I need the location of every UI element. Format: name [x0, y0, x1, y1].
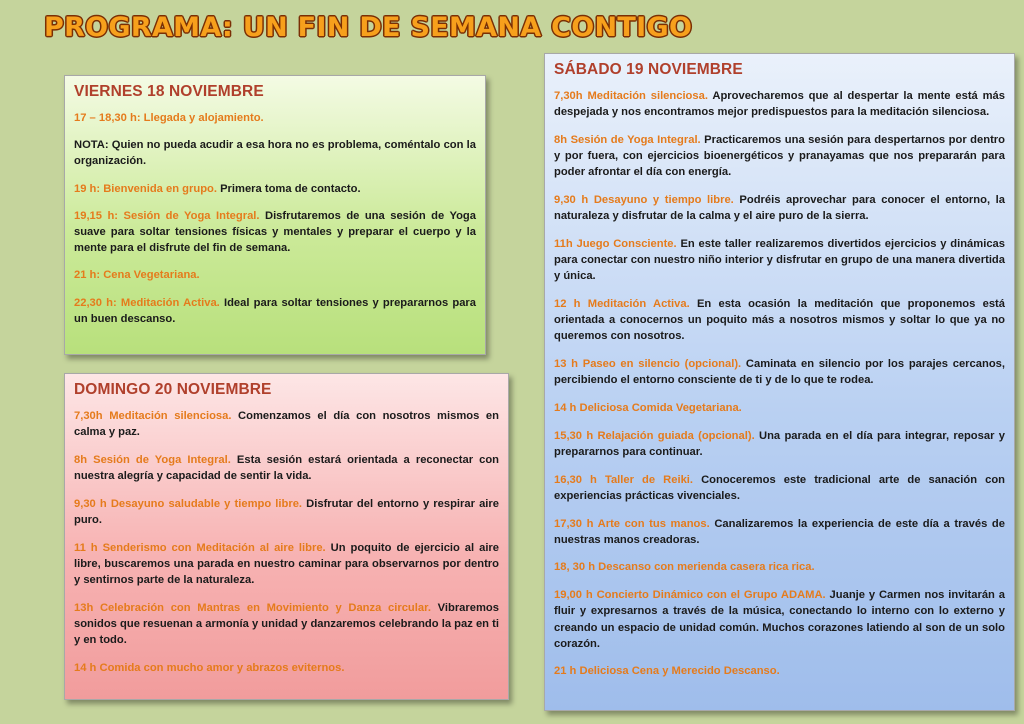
schedule-item: 14 h Comida con mucho amor y abrazos eviternos.: [74, 661, 345, 674]
sunday-heading: DOMINGO 20 NOVIEMBRE: [74, 381, 272, 398]
schedule-item: 15,30 h Relajación guiada (opcional). Una parada en el día para integrar, reposar y prepararnos para continuar.: [554, 429, 1005, 458]
schedule-item: 9,30 h Desayuno saludable y tiempo libre. Disfrutar del entorno y respirar aire puro.: [74, 497, 499, 527]
schedule-item: 12 h Meditación Activa. En esta ocasión la meditación que proponemos está orientada a conocernos un poquito más a nosotros mismos y soltar lo que ya no queremos con nosotros.: [554, 298, 1005, 343]
schedule-item: 13h Celebración con Mantras en Movimiento y Danza circular. Vibraremos sonidos que resuenan a armonía y unidad y danzaremos celebrando la paz en ti y en todo.: [74, 601, 499, 647]
schedule-item: 8h Sesión de Yoga Integral. Esta sesión estará orientada a reconectar con nuestra alegría y capacidad de sentir la vida.: [74, 453, 500, 483]
schedule-item: 22,30 h: Meditación Activa. Ideal para soltar tensiones y prepararnos para un buen descanso.: [74, 296, 476, 325]
schedule-item: 19,00 h Concierto Dinámico con el Grupo ADAMA. Juanje y Carmen nos invitarán a fluir y expresarnos a través de la música, conectando lo interno con lo externo y creando un espacio de unidad común. Muchos corazones latiendo al son de un solo corazón.: [554, 589, 1005, 650]
schedule-item: 8h Sesión de Yoga Integral. Practicaremos una sesión para despertarnos por dentro y por fuera, con ejercicios bioenergéticos y pranayamas que nos prepararán para poder afrontar el día con energía.: [554, 133, 1005, 179]
schedule-item: 13 h Paseo en silencio (opcional). Caminata en silencio por los parajes cercanos, percibiendo el entorno consciente de ti y de lo que te rodea.: [554, 358, 1005, 387]
schedule-item: 19 h: Bienvenida en grupo. Primera toma de contacto.: [74, 182, 361, 195]
schedule-item: 16,30 h Taller de Reiki. Conoceremos este tradicional arte de sanación con experiencias prácticas vivenciales.: [554, 473, 1005, 502]
schedule-item: 17,30 h Arte con tus manos. Canalizaremos la experiencia de este día a través de nuestras manos creadoras.: [554, 517, 1005, 546]
sunday-schedule-box: [64, 373, 509, 700]
page-title: PROGRAMA: UN FIN DE SEMANA CONTIGO: [44, 12, 693, 43]
schedule-item: 18, 30 h Descanso con merienda casera rica rica.: [554, 561, 815, 574]
saturday-schedule-box: [544, 53, 1015, 711]
schedule-item: 19,15 h: Sesión de Yoga Integral. Disfrutaremos de una sesión de Yoga suave para soltar tensiones físicas y mentales y preparar el cuerpo y la mente para el disfrute del fin de semana.: [74, 209, 476, 255]
schedule-note: NOTA: Quien no pueda acudir a esa hora no es problema, coméntalo con la organización.: [74, 139, 476, 168]
schedule-item: 7,30h Meditación silenciosa. Comenzamos el día con nosotros mismos en calma y paz.: [74, 410, 499, 439]
friday-heading: VIERNES 18 NOVIEMBRE: [74, 83, 264, 100]
schedule-item: 9,30 h Desayuno y tiempo libre. Podréis aprovechar para conocer el entorno, la naturaleza y disfrutar de la calma y el aire puro de la sierra.: [554, 194, 1005, 223]
schedule-item: 11 h Senderismo con Meditación al aire libre. Un poquito de ejercicio al aire libre, buscaremos una parada en nuestro caminar para observarnos por dentro y sentirnos parte de la naturaleza.: [74, 541, 499, 587]
schedule-item: 14 h Deliciosa Comida Vegetariana.: [554, 402, 742, 415]
schedule-item: 21 h Deliciosa Cena y Merecido Descanso.: [554, 665, 780, 678]
schedule-item: 21 h: Cena Vegetariana.: [74, 269, 200, 282]
schedule-item: 7,30h Meditación silenciosa. Aprovecharemos que al despertar la mente está más despejada y nos encontramos mejor predispuestos para la meditación silenciosa.: [554, 90, 1006, 119]
schedule-item: 17 – 18,30 h: Llegada y alojamiento.: [74, 112, 264, 124]
schedule-item: 11h Juego Consciente. En este taller realizaremos divertidos ejercicios y dinámicas para conectar con nuestro niño interior y disfrutar en grupo de una manera divertida y única.: [554, 237, 1005, 283]
friday-schedule-box: [64, 75, 486, 355]
saturday-heading: SÁBADO 19 NOVIEMBRE: [554, 61, 743, 78]
